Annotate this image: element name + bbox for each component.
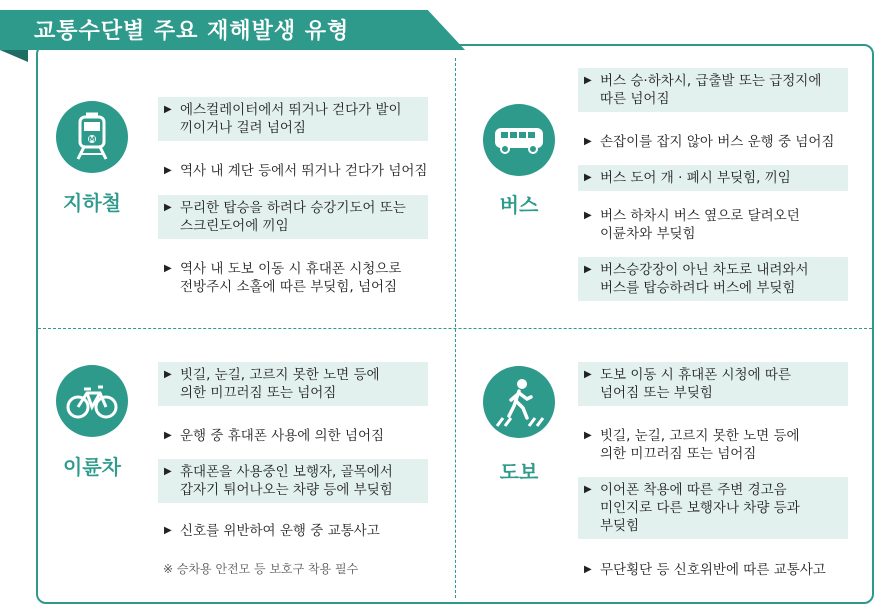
subway-item-3: ▶ 무리한 탑승을 하려다 승강기도어 또는 스크린도어에 끼임 xyxy=(158,195,428,239)
pedestrian-item-4: ▶ 무단횡단 등 신호위반에 따른 교통사고 xyxy=(578,557,858,583)
page-title: 교통수단별 주요 재해발생 유형 xyxy=(34,19,350,44)
bicycle-icon xyxy=(56,365,128,437)
bus-item-4: ▶ 버스 하차시 버스 옆으로 달려오던 이륜차와 부딪힘 xyxy=(578,203,858,247)
safety-note: ※ 승차용 안전모 등 보호구 착용 필수 xyxy=(163,562,359,576)
bus-item-1: ▶ 버스 승·하차시, 급출발 또는 급정지에 따른 넘어짐 xyxy=(578,68,848,112)
bicycle-item-3: ▶ 휴대폰을 사용중인 보행자, 골목에서 갑자기 튀어나오는 차량 등에 부딪힘 xyxy=(158,459,428,503)
horizontal-divider xyxy=(38,328,872,329)
subway-item-4: ▶ 역사 내 도보 이동 시 휴대폰 시청으로 전방주시 소홀에 따른 부딪힘, 넘어짐 xyxy=(158,256,438,300)
pedestrian-item-3: ▶ 이어폰 착용에 따른 주변 경고음 미인지로 다른 보행자나 차량 등과 부딪힘 xyxy=(578,477,848,539)
category-bicycle-label: 이륜차 xyxy=(63,455,121,479)
pedestrian-icon xyxy=(483,366,555,438)
subway-icon xyxy=(56,101,128,173)
svg-text:M: M xyxy=(88,135,96,144)
bicycle-item-2: ▶ 운행 중 휴대폰 사용에 의한 넘어짐 xyxy=(158,423,438,449)
bicycle-item-4: ▶ 신호를 위반하여 운행 중 교통사고 xyxy=(158,518,438,544)
subway-item-1: ▶ 에스컬레이터에서 뛰거나 걷다가 발이 끼이거나 걸려 넘어짐 xyxy=(158,97,428,141)
bicycle-item-1: ▶ 빗길, 눈길, 고르지 못한 노면 등에 의한 미끄러짐 또는 넘어짐 xyxy=(158,362,428,406)
bus-item-5: ▶ 버스승강장이 아닌 차도로 내려와서 버스를 탑승하려다 버스에 부딪힘 xyxy=(578,257,848,301)
pedestrian-item-2: ▶ 빗길, 눈길, 고르지 못한 노면 등에 의한 미끄러짐 또는 넘어짐 xyxy=(578,423,858,467)
category-subway-label: 지하철 xyxy=(63,191,121,215)
title-banner-fold xyxy=(0,50,28,62)
category-bus-label: 버스 xyxy=(499,193,539,217)
bus-item-2: ▶ 손잡이를 잡지 않아 버스 운행 중 넘어짐 xyxy=(578,129,858,155)
subway-item-2: ▶ 역사 내 계단 등에서 뛰거나 걷다가 넘어짐 xyxy=(158,158,438,184)
bus-item-3: ▶ 버스 도어 개 · 폐시 부딪힘, 끼임 xyxy=(578,165,848,191)
bus-icon xyxy=(483,104,555,176)
pedestrian-item-1: ▶ 도보 이동 시 휴대폰 시청에 따른 넘어짐 또는 부딪힘 xyxy=(578,362,848,406)
category-pedestrian-label: 도보 xyxy=(499,460,539,484)
